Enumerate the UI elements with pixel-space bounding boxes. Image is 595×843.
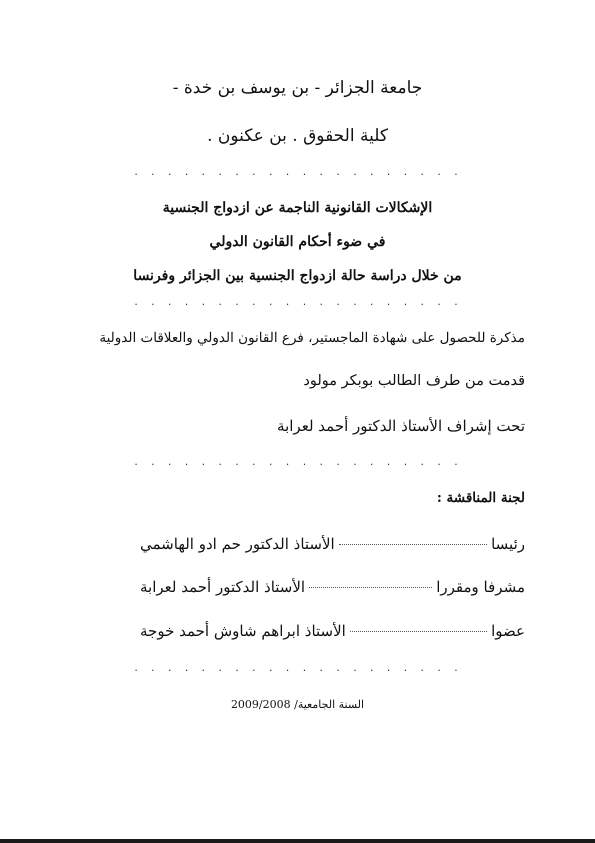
title-line-1: الإشكالات القانونية الناجمة عن ازدواج الجنسية [162, 200, 433, 216]
committee-member-name: الأستاذ الدكتور أحمد لعرابة [140, 578, 306, 596]
university-name: جامعة الجزائر - بن يوسف بن خدة - [172, 78, 423, 98]
faculty-name: كلية الحقوق . بن عكنون . [207, 126, 388, 146]
separator-2: . . . . . . . . . . . . . . . . . . . . [133, 298, 462, 308]
page-bottom-border [0, 839, 595, 843]
committee-heading: لجنة المناقشة : [436, 490, 525, 506]
degree-statement: مذكرة للحصول على شهادة الماجستير، فرع القانون الدولي والعلاقات الدولية [99, 330, 525, 346]
separator-4: . . . . . . . . . . . . . . . . . . . . [133, 664, 462, 674]
academic-year: السنة الجامعية/ 2009/2008 [230, 698, 365, 711]
committee-member-role: عضوا [491, 622, 525, 640]
committee-member-row [140, 578, 525, 602]
dotted-leader [350, 631, 487, 632]
dotted-leader [339, 544, 487, 545]
separator-1: . . . . . . . . . . . . . . . . . . . . [133, 168, 462, 178]
dotted-leader [309, 587, 432, 588]
committee-member-row [140, 535, 525, 559]
title-line-3: من خلال دراسة حالة ازدواج الجنسية بين الجزائر وفرنسا [133, 268, 462, 284]
committee-member-name: الأستاذ ابراهم شاوش أحمد خوجة [140, 622, 346, 640]
supervisor-name: تحت إشراف الأستاذ الدكتور أحمد لعرابة [277, 417, 525, 435]
committee-member-name: الأستاذ الدكتور حم ادو الهاشمي [140, 535, 335, 553]
committee-member-role: رئيسا [491, 535, 525, 553]
separator-3: . . . . . . . . . . . . . . . . . . . . [133, 458, 462, 468]
committee-member-row [140, 622, 525, 646]
committee-member-role: مشرفا ومقررا [436, 578, 525, 596]
title-line-2: في ضوء أحكام القانون الدولي [209, 234, 386, 250]
student-name: قدمت من طرف الطالب بوبكر مولود [303, 373, 525, 389]
